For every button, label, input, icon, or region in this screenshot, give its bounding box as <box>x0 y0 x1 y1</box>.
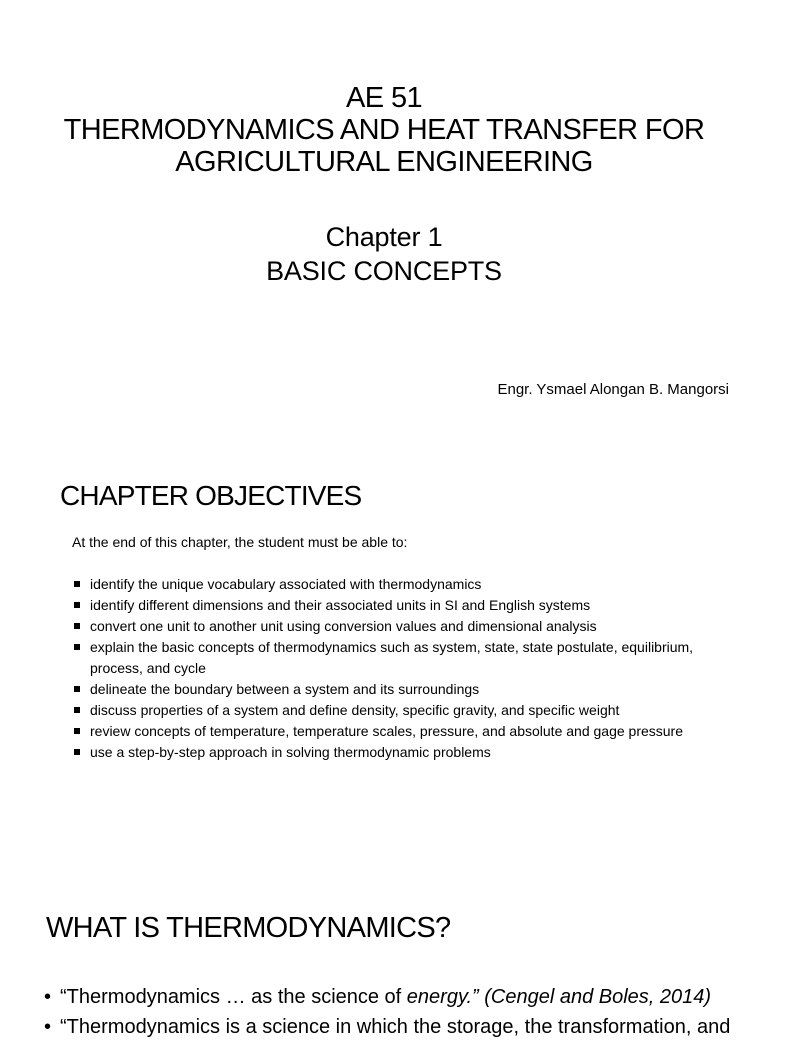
objective-item: explain the basic concepts of thermodynamics such as system, state, state postulate, equilibrium, process, and cycle <box>72 637 722 679</box>
course-code: AE 51 <box>346 82 422 114</box>
objective-item: identify the unique vocabulary associated with thermodynamics <box>72 574 722 595</box>
objectives-slide <box>0 446 768 864</box>
objective-item: convert one unit to another unit using conversion values and dimensional analysis <box>72 616 722 637</box>
objective-item: use a step-by-step approach in solving thermodynamic problems <box>72 742 722 763</box>
chapter-title: BASIC CONCEPTS <box>266 256 502 286</box>
course-title-line2: AGRICULTURAL ENGINEERING <box>175 146 593 178</box>
title-slide <box>0 0 768 436</box>
course-title-line1: THERMODYNAMICS AND HEAT TRANSFER FOR <box>63 114 705 146</box>
definition-heading: WHAT IS THERMODYNAMICS? <box>46 912 451 944</box>
definition-bullet-1 <box>46 982 786 1012</box>
definition-bullets <box>46 982 786 1042</box>
objective-item: delineate the boundary between a system and its surroundings <box>72 679 722 700</box>
chapter-number: Chapter 1 <box>325 222 443 252</box>
objective-item: review concepts of temperature, temperature scales, pressure, and absolute and gage pressure <box>72 721 722 742</box>
definition-bullet-2: • “Thermodynamics is a science in which the storage, the transformation, and <box>46 1012 786 1042</box>
objective-item: discuss properties of a system and define density, specific gravity, and specific weight <box>72 700 722 721</box>
objectives-intro: At the end of this chapter, the student must be able to: <box>72 534 408 550</box>
bullet1-text: “Thermodynamics … as the science of <box>60 986 407 1008</box>
objective-item: identify different dimensions and their associated units in SI and English systems <box>72 595 722 616</box>
course-title-block <box>0 82 768 178</box>
objectives-list <box>72 574 722 763</box>
chapter-block <box>0 220 768 288</box>
objectives-heading: CHAPTER OBJECTIVES <box>60 480 362 511</box>
bullet1-citation: energy.” (Cengel and Boles, 2014) <box>406 986 712 1008</box>
author: Engr. Ysmael Alongan B. Mangorsi <box>497 381 729 398</box>
definition-slide <box>0 874 768 1038</box>
